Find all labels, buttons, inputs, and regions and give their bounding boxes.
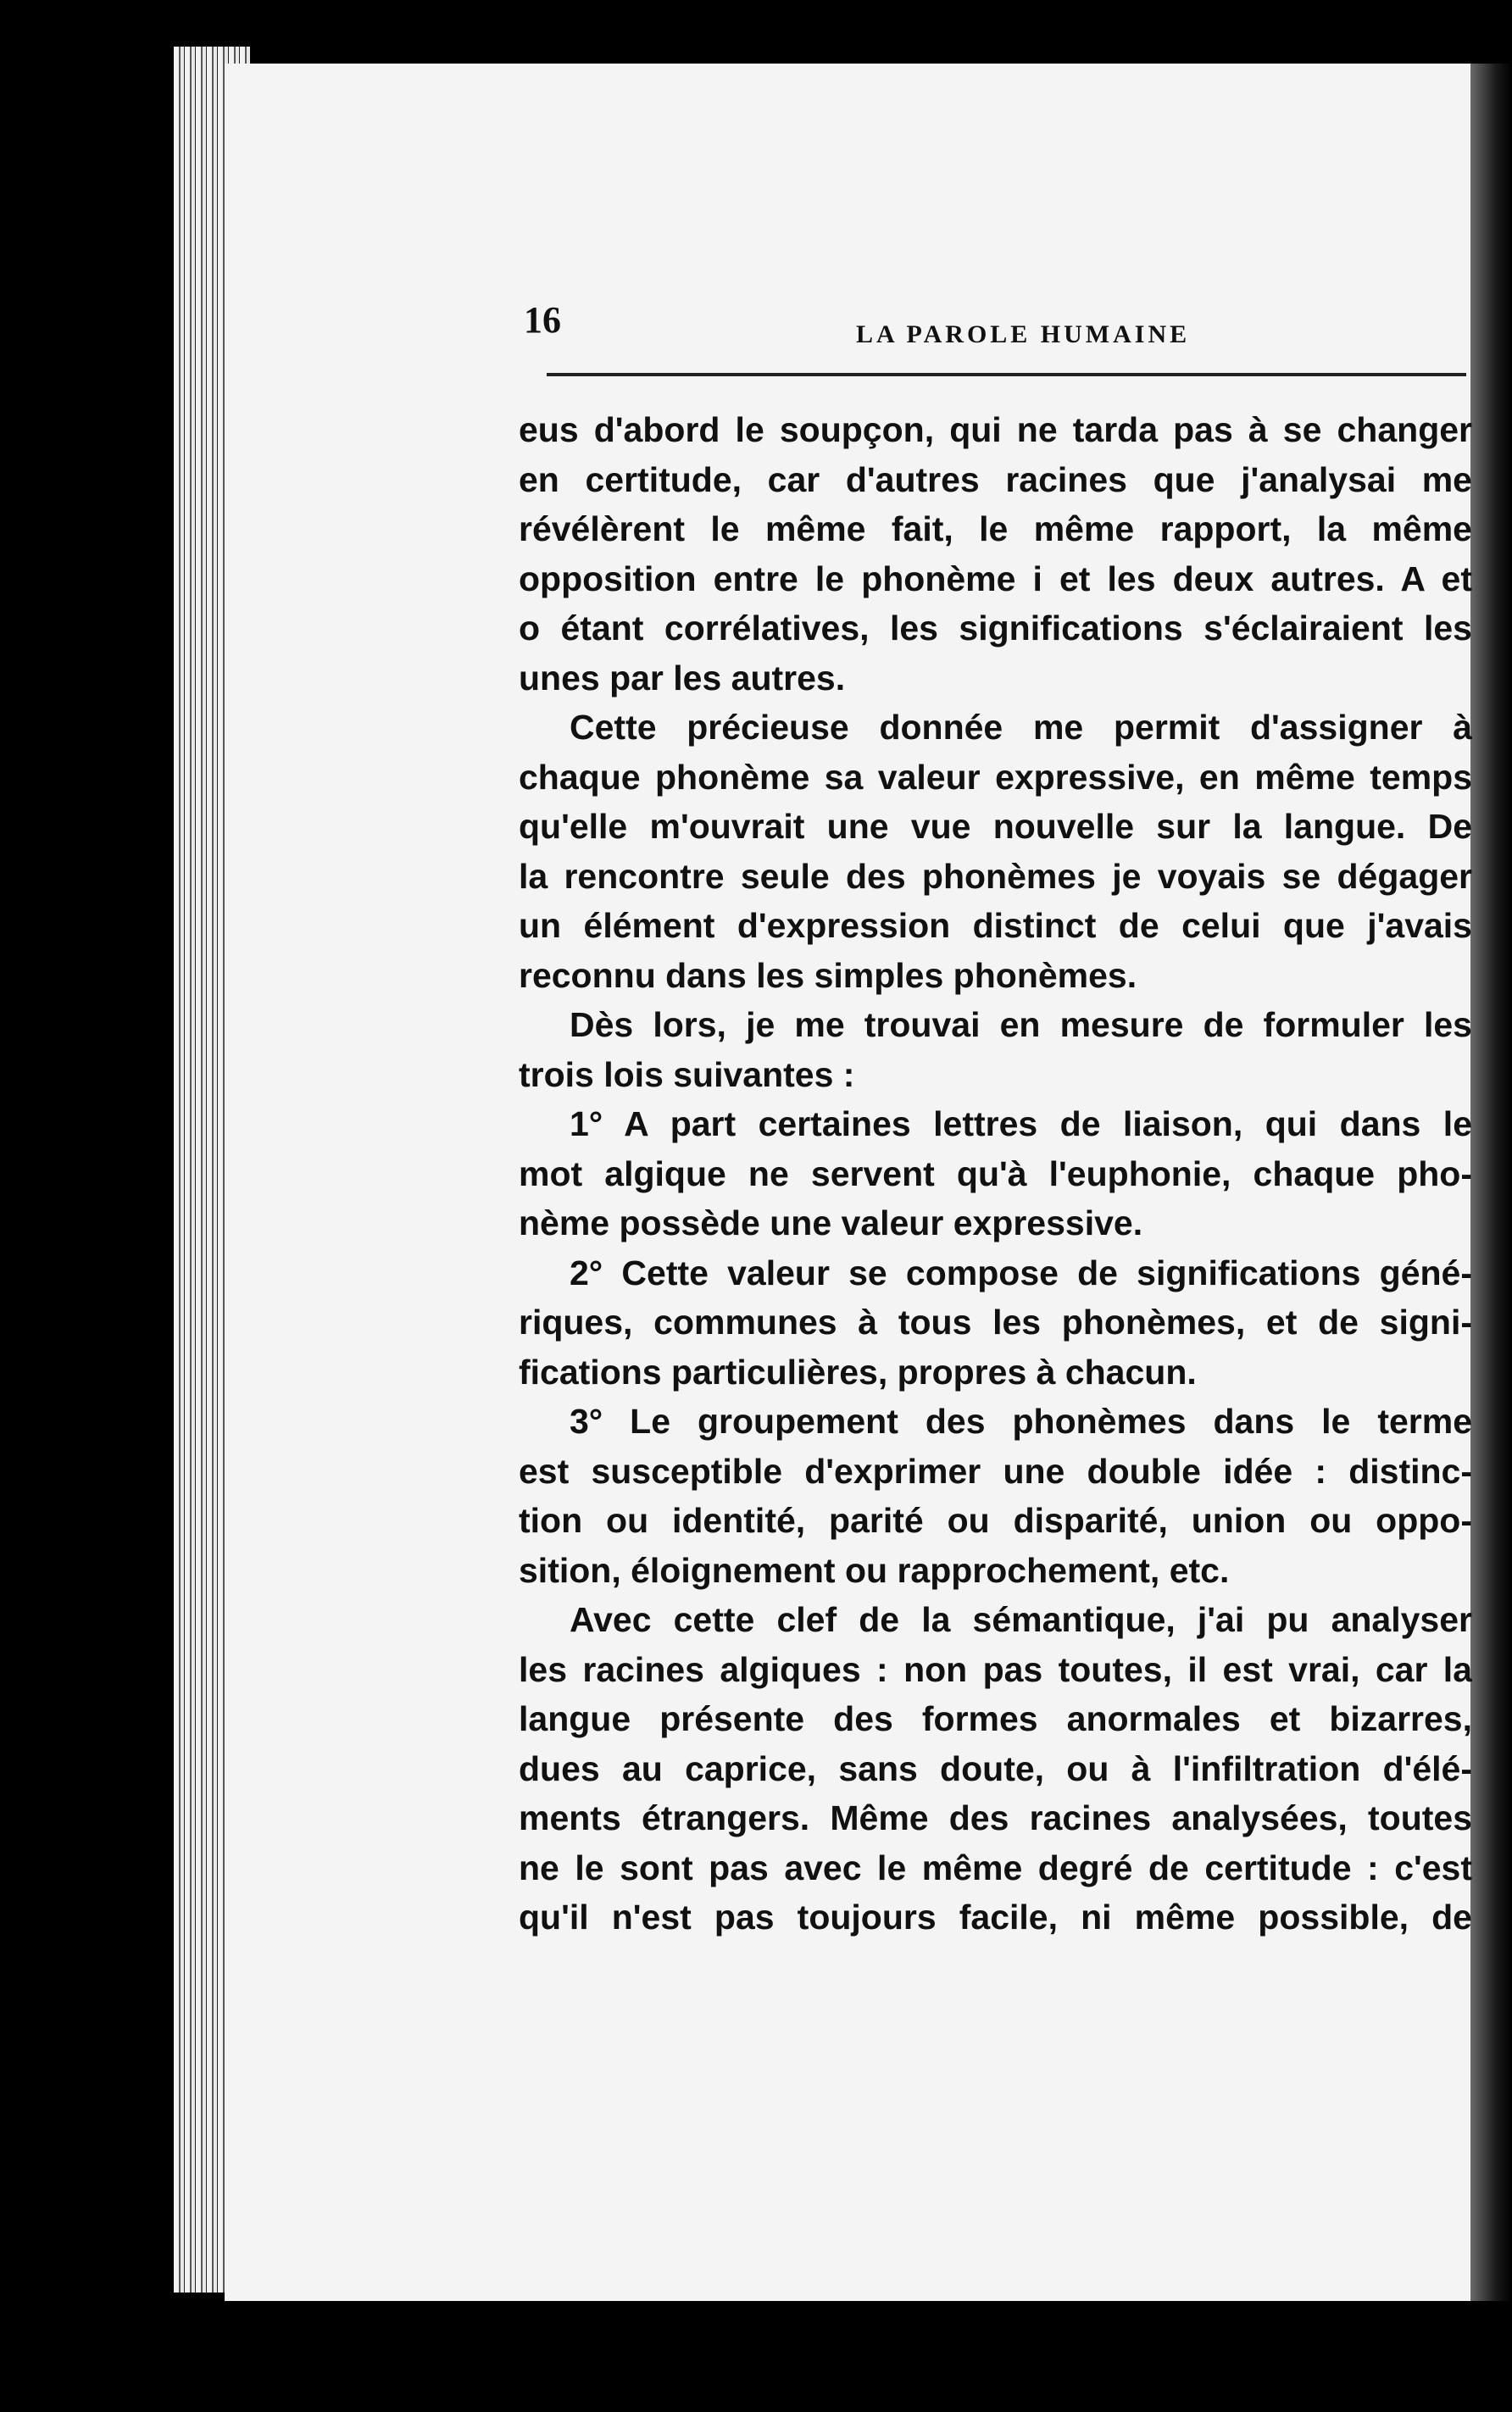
text-line: fications particulières, propres à chacun. <box>519 1352 1197 1392</box>
text-line: un élément d'expression distinct de celui que j'avais <box>519 906 1472 945</box>
text-line: en certitude, car d'autres racines que j'analysai me <box>519 459 1472 499</box>
text-line: qu'il n'est pas toujours facile, ni même possible, de <box>519 1898 1472 1937</box>
text-line: mot algique ne servent qu'à l'euphonie, chaque pho- <box>519 1153 1472 1193</box>
text-line: riques, communes à tous les phonèmes, et de signi- <box>519 1303 1472 1342</box>
text-line: les racines algiques : non pas toutes, il est vrai, car la <box>519 1649 1472 1689</box>
text-line: sition, éloignement ou rapprochement, etc. <box>519 1550 1230 1590</box>
text-line: Avec cette clef de la sémantique, j'ai pu analyser <box>570 1600 1472 1639</box>
text-line: dues au caprice, sans doute, ou à l'infiltration d'élé- <box>519 1748 1472 1788</box>
text-line: 1° A part certaines lettres de liaison, qui dans le <box>570 1104 1472 1143</box>
text-line: est susceptible d'exprimer une double idée : distinc- <box>519 1451 1472 1491</box>
text-line: révélèrent le même fait, le même rapport, la même <box>519 509 1472 548</box>
text-line: 3° Le groupement des phonèmes dans le terme <box>570 1402 1472 1441</box>
text-line: chaque phonème sa valeur expressive, en même temps <box>519 757 1472 797</box>
text-line: Dès lors, je me trouvai en mesure de formuler les <box>570 1005 1472 1044</box>
text-line: ne le sont pas avec le même degré de certitude : c'est <box>519 1848 1472 1887</box>
text-line: qu'elle m'ouvrait une vue nouvelle sur la langue. De <box>519 807 1472 846</box>
text-line: nème possède une valeur expressive. <box>519 1203 1143 1242</box>
text-line: o étant corrélatives, les significations s'éclairaient les <box>519 609 1472 647</box>
text-line: Cette précieuse donnée me permit d'assigner à <box>570 708 1472 747</box>
text-line: 2° Cette valeur se compose de significations géné- <box>570 1253 1472 1292</box>
text-line: unes par les autres. <box>519 658 846 697</box>
text-line: eus d'abord le soupçon, qui ne tarda pas à se changer <box>519 410 1472 449</box>
text-line: reconnu dans les simples phonèmes. <box>519 955 1137 995</box>
header-rule <box>547 373 1466 376</box>
page-header <box>524 298 1465 358</box>
book-gutter <box>1470 64 1512 2301</box>
text-line: la rencontre seule des phonèmes je voyais se dégager <box>519 856 1472 896</box>
text-line: trois lois suivantes : <box>519 1054 855 1094</box>
text-line: ments étrangers. Même des racines analysées, toutes <box>519 1798 1472 1837</box>
text-line: langue présente des formes anormales et bizarres, <box>519 1699 1472 1738</box>
running-head: LA PAROLE HUMAINE <box>856 320 1191 348</box>
text-line: opposition entre le phonème i et les deux autres. A et <box>519 559 1472 598</box>
text-line: tion ou identité, parité ou disparité, union ou oppo- <box>519 1501 1472 1540</box>
body-text <box>519 405 1472 1942</box>
page-number: 16 <box>524 299 561 341</box>
